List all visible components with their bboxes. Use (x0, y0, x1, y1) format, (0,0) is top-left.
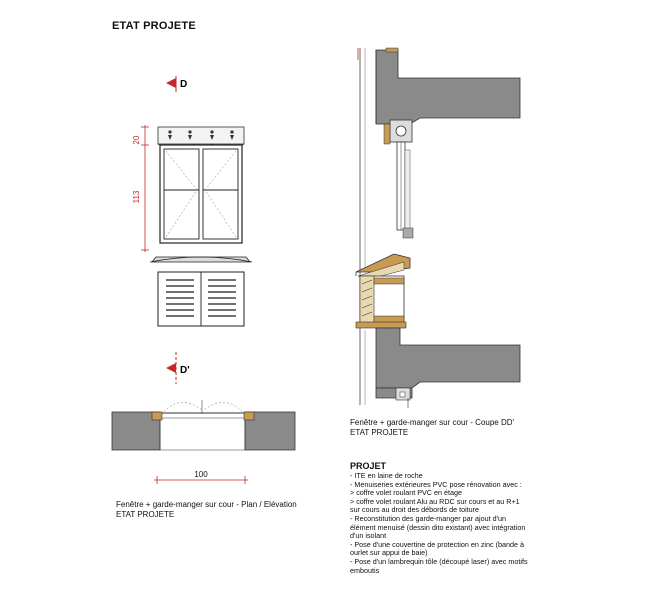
page-title: ETAT PROJETE (112, 20, 196, 32)
list-item: d'un isolant (350, 531, 387, 541)
dim-113: 113 (132, 190, 141, 204)
section-drawing (356, 48, 520, 408)
list-item: - Pose d'une couvertine de protection en zinc (bande à (350, 539, 524, 549)
list-item: - Pose d'un lambrequin tôle (découpé laser) avec motifs (350, 556, 528, 566)
plan-drawing (112, 352, 295, 484)
caption-plan-elevation (116, 500, 297, 520)
list-item: - Menuiseries extérieures PVC pose rénovation avec : (350, 479, 522, 489)
list-item: élément menuisé (dessin dito existant) avec intégration (350, 522, 526, 532)
section-arrow-icon (166, 78, 176, 88)
dim-20: 20 (132, 135, 141, 145)
list-item: - Reconstitution des garde-manger par ajout d'un (350, 513, 506, 523)
list-item: - ITE en laine de roche (350, 471, 423, 480)
projet-heading: PROJET (350, 461, 387, 471)
caption-line: ETAT PROJETE (350, 428, 409, 437)
dim-100: 100 (194, 470, 208, 479)
list-item: emboutis (350, 565, 380, 575)
lower-wall-slab (376, 328, 520, 388)
section-marker-d: D (180, 79, 188, 90)
list-item: sur cours au droit des débords de toiture (350, 505, 480, 515)
projet-notes (350, 461, 550, 575)
projet-list (350, 472, 550, 575)
window-leaf-right (203, 149, 238, 239)
caption-line: ETAT PROJETE (116, 510, 175, 519)
list-item: > coffre volet roulant Alu au RDC sur cours et au R+1 (350, 496, 520, 506)
caption-section (350, 418, 514, 438)
section-arrow-icon (166, 363, 176, 373)
window-leaf-left (164, 149, 199, 239)
elevation-drawing (132, 76, 252, 326)
caption-line: Fenêtre + garde-manger sur cour - Plan / Elévation (116, 500, 297, 509)
dimension-vertical (141, 125, 149, 252)
section-marker-d-prime: D' (180, 365, 190, 376)
caption-line: Fenêtre + garde-manger sur cour - Coupe DD' (350, 418, 515, 427)
upper-wall-slab (376, 50, 520, 124)
list-item: > coffre volet roulant PVC en étage (350, 488, 462, 498)
list-item: ourlet sur appui de baie) (350, 548, 428, 558)
